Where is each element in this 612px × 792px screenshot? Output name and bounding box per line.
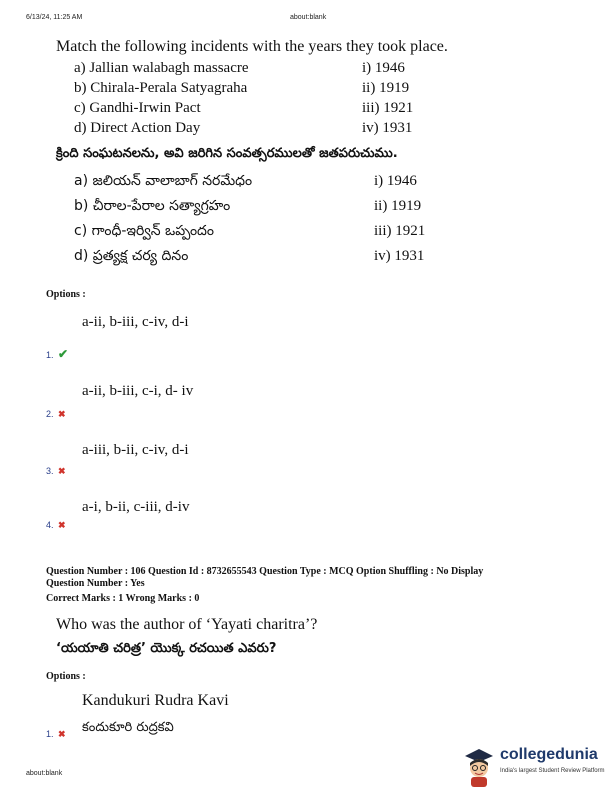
question2-english-title: Who was the author of ‘Yayati charitra’? — [56, 616, 318, 633]
option-1-text: a-ii, b-iii, c-iv, d-i — [82, 314, 189, 330]
question1-english-title: Match the following incidents with the years they took place. — [56, 38, 448, 55]
question2-meta-line2: Question Number : Yes — [46, 578, 145, 589]
question2-telugu-title: ‘యయాతి చరిత్ర’ యొక్క రచయిత ఎవరు? — [56, 641, 277, 656]
match-row: d) Direct Action Day iv) 1931 — [74, 120, 413, 136]
logo-tagline: India's largest Student Review Platform — [500, 768, 605, 774]
option-2-marker: 2. ✖ — [46, 409, 66, 419]
question2-option-1-marker: 1. ✖ — [46, 729, 66, 739]
question2-option-1-telugu: కందుకూరి రుద్రకవి — [82, 720, 174, 735]
option-4-text: a-i, b-ii, c-iii, d-iv — [82, 499, 190, 515]
print-timestamp: 6/13/24, 11:25 AM — [26, 14, 83, 21]
mascot-icon — [462, 744, 496, 788]
option-1-marker: 1. ✔ — [46, 347, 69, 361]
match-row: a) జలియన్ వాలాబాగ్ నరమేధం i) 1946 — [74, 173, 417, 189]
cross-icon: ✖ — [57, 729, 66, 739]
footer-url: about:blank — [26, 770, 63, 777]
question2-meta-line1: Question Number : 106 Question Id : 8732655543 Question Type : MCQ Option Shuffling : No Display — [46, 566, 484, 577]
collegedunia-logo — [462, 744, 612, 790]
match-row: a) Jallian walabagh massacre i) 1946 — [74, 60, 405, 76]
option-3-marker: 3. ✖ — [46, 466, 66, 476]
question2-meta-line3: Correct Marks : 1 Wrong Marks : 0 — [46, 593, 200, 604]
question2-options-label: Options : — [46, 671, 86, 682]
option-4-marker: 4. ✖ — [46, 520, 66, 530]
cross-icon: ✖ — [57, 520, 66, 530]
check-icon: ✔ — [57, 347, 69, 361]
logo-name: collegedunia — [500, 746, 598, 763]
cross-icon: ✖ — [57, 409, 66, 419]
cross-icon: ✖ — [57, 466, 66, 476]
match-row: b) చీరాల-పేరాల సత్యాగ్రహం ii) 1919 — [74, 198, 422, 214]
match-row: b) Chirala-Perala Satyagraha ii) 1919 — [74, 80, 410, 96]
match-row: c) గాంధీ-ఇర్విన్ ఒప్పందం iii) 1921 — [74, 223, 426, 239]
match-row: c) Gandhi-Irwin Pact iii) 1921 — [74, 100, 414, 116]
question1-options-label: Options : — [46, 289, 86, 300]
option-2-text: a-ii, b-iii, c-i, d- iv — [82, 383, 194, 399]
match-row: d) ప్రత్యక్ష చర్య దినం iv) 1931 — [74, 248, 425, 264]
question2-option-1-english: Kandukuri Rudra Kavi — [82, 692, 229, 709]
option-3-text: a-iii, b-ii, c-iv, d-i — [82, 442, 189, 458]
print-page-title: about:blank — [290, 14, 327, 21]
question1-telugu-title: క్రింది సంఘటనలను, అవి జరిగిన సంవత్సరములతో జతపరుచుము. — [56, 146, 398, 161]
